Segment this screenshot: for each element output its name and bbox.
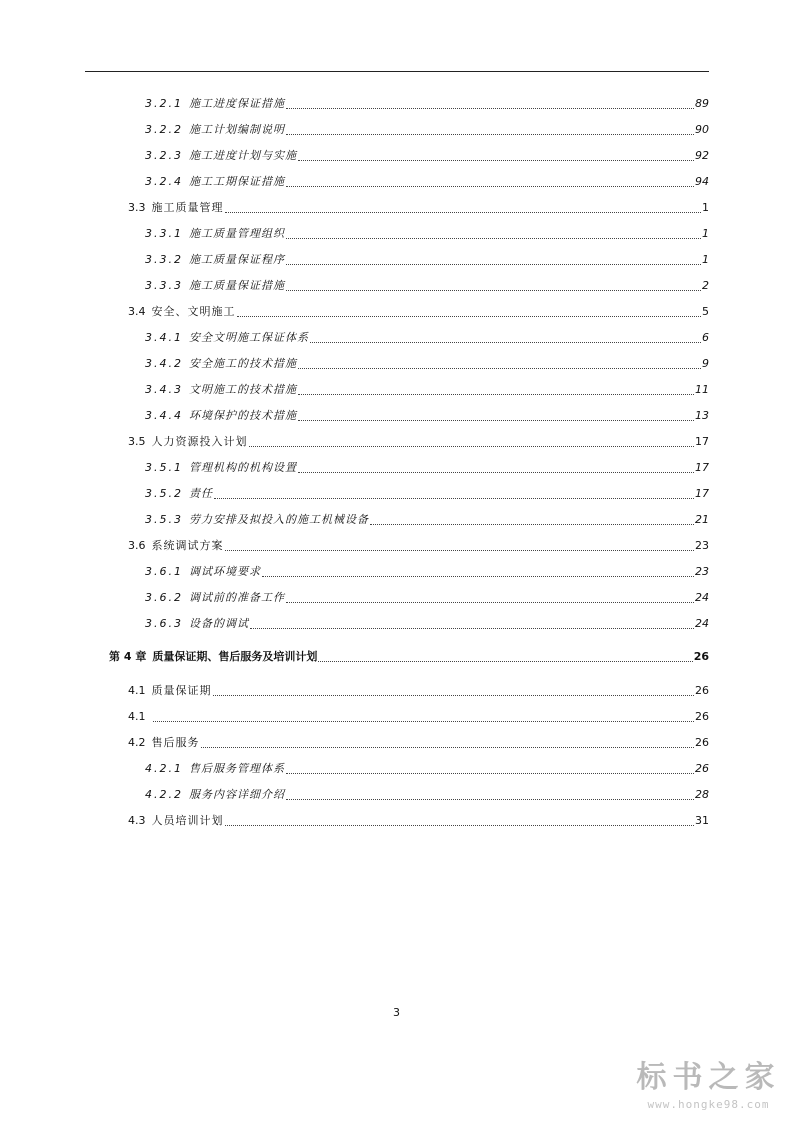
toc-dot-leader — [298, 471, 694, 473]
toc-dot-leader — [249, 445, 695, 447]
toc-entry-page: 1 — [702, 201, 709, 214]
toc-entry-title: 设备的调试 — [189, 617, 249, 630]
toc-entry[interactable] — [145, 277, 709, 295]
toc-entry-number: 3.6.2 — [145, 591, 183, 604]
toc-dot-leader — [213, 694, 695, 696]
toc-dot-leader — [286, 107, 694, 109]
toc-dot-leader — [225, 824, 695, 826]
toc-entry[interactable] — [145, 121, 709, 139]
toc-entry-number: 4.3 — [128, 814, 146, 827]
toc-entry-page: 24 — [695, 617, 709, 630]
toc-entry[interactable] — [145, 147, 709, 165]
toc-entry[interactable] — [145, 563, 709, 581]
toc-entry-number: 3.6 — [128, 539, 146, 552]
toc-entry[interactable] — [145, 485, 709, 503]
toc-dot-leader — [225, 549, 695, 551]
toc-entry-number: 3.3.1 — [145, 227, 183, 240]
toc-entry-title: 施工计划编制说明 — [189, 123, 285, 136]
toc-entry-page: 26 — [695, 710, 709, 723]
toc-entry-page: 24 — [695, 591, 709, 604]
toc-entry-number: 3.2.4 — [145, 175, 183, 188]
toc-entry-page: 26 — [695, 762, 709, 775]
toc-entry-title: 系统调试方案 — [151, 539, 224, 552]
toc-entry-number: 3.6.3 — [145, 617, 183, 630]
toc-entry-number: 3.4.1 — [145, 331, 183, 344]
toc-entry-number: 4.1 — [128, 684, 146, 697]
toc-entry-title: 文明施工的技术措施 — [189, 383, 297, 396]
toc-entry[interactable] — [145, 407, 709, 425]
toc-entry-number: 3.5.2 — [145, 487, 183, 500]
watermark-url: www.hongke98.com — [647, 1098, 770, 1111]
toc-entry[interactable] — [145, 589, 709, 607]
toc-entry-page: 92 — [695, 149, 709, 162]
toc-entry-page: 26 — [693, 650, 709, 663]
toc-entry-title: 服务内容详细介绍 — [189, 788, 285, 801]
toc-dot-leader — [214, 497, 694, 499]
toc-entry-page: 6 — [702, 331, 709, 344]
toc-entry-number: 3.2.3 — [145, 149, 183, 162]
toc-entry[interactable] — [145, 381, 709, 399]
toc-entry-title: 施工质量保证措施 — [189, 279, 285, 292]
toc-dot-leader — [310, 341, 701, 343]
toc-dot-leader — [298, 393, 694, 395]
toc-entry[interactable] — [145, 459, 709, 477]
toc-entry-title: 施工质量管理组织 — [189, 227, 285, 240]
toc-entry[interactable] — [128, 708, 709, 726]
toc-entry-title: 安全施工的技术措施 — [189, 357, 297, 370]
toc-entry-page: 21 — [695, 513, 709, 526]
page-number: 3 — [393, 1006, 400, 1019]
toc-dot-leader — [286, 133, 694, 135]
toc-dot-leader — [262, 575, 694, 577]
toc-dot-leader — [201, 746, 695, 748]
toc-entry-page: 26 — [695, 684, 709, 697]
toc-entry-title: 环境保护的技术措施 — [189, 409, 297, 422]
toc-entry-number: 4.1 — [128, 710, 146, 723]
toc-entry-number: 第 4 章 — [109, 650, 147, 663]
toc-entry-title: 施工工期保证措施 — [189, 175, 285, 188]
toc-entry-page: 28 — [695, 788, 709, 801]
toc-dot-leader — [286, 601, 694, 603]
toc-entry[interactable] — [145, 786, 709, 804]
toc-entry-page: 26 — [695, 736, 709, 749]
toc-entry-number: 3.5.3 — [145, 513, 183, 526]
toc-dot-leader — [370, 523, 694, 525]
toc-entry-number: 3.4.2 — [145, 357, 183, 370]
toc-entry-page: 1 — [702, 227, 709, 240]
toc-entry-title: 安全文明施工保证体系 — [189, 331, 309, 344]
toc-dot-leader — [250, 627, 694, 629]
toc-dot-leader — [153, 720, 695, 722]
toc-dot-leader — [298, 419, 694, 421]
toc-entry-page: 9 — [702, 357, 709, 370]
toc-entry-number: 3.5.1 — [145, 461, 183, 474]
toc-entry-page: 5 — [702, 305, 709, 318]
toc-entry-title: 调试环境要求 — [189, 565, 261, 578]
toc-entry-page: 17 — [695, 487, 709, 500]
toc-dot-leader — [318, 660, 692, 662]
toc-entry-number: 3.5 — [128, 435, 146, 448]
toc-entry-page: 23 — [695, 539, 709, 552]
toc-entry-number: 4.2 — [128, 736, 146, 749]
toc-dot-leader — [225, 211, 702, 213]
toc-dot-leader — [298, 367, 701, 369]
toc-entry-page: 23 — [695, 565, 709, 578]
toc-dot-leader — [286, 263, 701, 265]
toc-entry[interactable] — [109, 648, 709, 666]
toc-entry-title: 质量保证期、售后服务及培训计划 — [152, 650, 318, 663]
toc-entry-number: 3.4 — [128, 305, 146, 318]
toc-entry-page: 1 — [702, 253, 709, 266]
toc-entry-title: 责任 — [189, 487, 213, 500]
watermark-logo — [624, 1058, 793, 1118]
toc-entry[interactable] — [128, 734, 709, 752]
toc-entry-title: 安全、文明施工 — [151, 305, 236, 318]
toc-entry-number: 4.2.1 — [145, 762, 183, 775]
toc-entry-page: 17 — [695, 435, 709, 448]
toc-entry-title: 施工进度计划与实施 — [189, 149, 297, 162]
toc-entry-number: 4.2.2 — [145, 788, 183, 801]
toc-entry-title: 施工进度保证措施 — [189, 97, 285, 110]
toc-entry[interactable] — [145, 251, 709, 269]
toc-entry[interactable] — [145, 355, 709, 373]
toc-entry-number: 3.6.1 — [145, 565, 183, 578]
toc-entry-page: 90 — [695, 123, 709, 136]
toc-entry-title: 售后服务管理体系 — [189, 762, 285, 775]
toc-entry[interactable] — [145, 615, 709, 633]
toc-entry[interactable] — [128, 682, 709, 700]
toc-entry-title: 劳力安排及拟投入的施工机械设备 — [189, 513, 369, 526]
watermark-brand: 标书之家 — [636, 1060, 781, 1095]
toc-entry-page: 94 — [695, 175, 709, 188]
toc-entry-number: 3.2.1 — [145, 97, 183, 110]
toc-entry-title: 施工质量管理 — [151, 201, 224, 214]
toc-entry-page: 2 — [702, 279, 709, 292]
toc-entry-page: 11 — [695, 383, 709, 396]
toc-dot-leader — [298, 159, 694, 161]
toc-entry-title: 质量保证期 — [151, 684, 212, 697]
toc-dot-leader — [286, 237, 701, 239]
toc-entry-title: 管理机构的机构设置 — [189, 461, 297, 474]
toc-entry-number: 3.2.2 — [145, 123, 183, 136]
toc-entry-number: 3.3 — [128, 201, 146, 214]
toc-entry-number: 3.4.3 — [145, 383, 183, 396]
toc-entry-number: 3.3.3 — [145, 279, 183, 292]
toc-entry-number: 3.3.2 — [145, 253, 183, 266]
header-rule — [85, 71, 709, 72]
toc-entry[interactable] — [128, 199, 709, 217]
toc-entry-number: 3.4.4 — [145, 409, 183, 422]
toc-entry[interactable] — [128, 812, 709, 830]
toc-entry[interactable] — [145, 95, 709, 113]
toc-dot-leader — [237, 315, 702, 317]
toc-entry-title: 施工质量保证程序 — [189, 253, 285, 266]
toc-entry[interactable] — [128, 537, 709, 555]
toc-entry-page: 31 — [695, 814, 709, 827]
toc-entry-page: 89 — [695, 97, 709, 110]
toc-entry[interactable] — [145, 511, 709, 529]
toc-dot-leader — [286, 185, 694, 187]
toc-entry-title: 人员培训计划 — [151, 814, 224, 827]
toc-entry-title: 人力资源投入计划 — [151, 435, 248, 448]
toc-entry[interactable] — [145, 173, 709, 191]
toc-entry[interactable] — [145, 225, 709, 243]
toc-entry[interactable] — [128, 303, 709, 321]
toc-dot-leader — [286, 798, 694, 800]
toc-entry[interactable] — [128, 433, 709, 451]
toc-dot-leader — [286, 289, 701, 291]
toc-entry[interactable] — [145, 760, 709, 778]
toc-entry-page: 17 — [695, 461, 709, 474]
toc-dot-leader — [286, 772, 694, 774]
toc-entry-page: 13 — [695, 409, 709, 422]
toc-entry-title: 调试前的准备工作 — [189, 591, 285, 604]
toc-entry[interactable] — [145, 329, 709, 347]
toc-entry-title: 售后服务 — [151, 736, 200, 749]
